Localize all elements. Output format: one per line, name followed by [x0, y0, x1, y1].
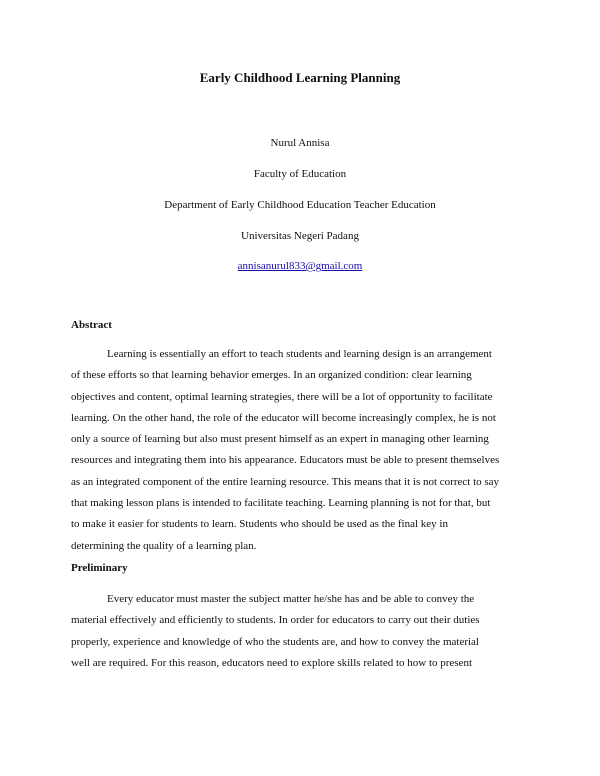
- preliminary-heading: Preliminary: [71, 562, 128, 574]
- abstract-line: of these efforts so that learning behavior emerges. In an organized condition: clear learning: [71, 369, 472, 382]
- abstract-line: determining the quality of a learning plan.: [71, 539, 257, 552]
- author-email-link[interactable]: annisanurul833@gmail.com: [237, 260, 363, 272]
- paper-title: Early Childhood Learning Planning: [199, 70, 401, 85]
- preliminary-line: properly, experience and knowledge of who the students are, and how to convey the material: [71, 635, 479, 648]
- author-email-line: [0, 260, 600, 272]
- abstract-line: resources and integrating them into his appearance. Educators must be able to present themselves: [71, 454, 500, 467]
- abstract-line: objectives and content, optimal learning strategies, there will be a lot of opportunity to facilitate: [71, 390, 493, 403]
- abstract-line: to make it easier for students to learn. Students who should be used as the final key in: [71, 518, 448, 531]
- abstract-line: learning. On the other hand, the role of the educator will become increasingly complex, he is not: [71, 411, 496, 424]
- abstract-line: that making lesson plans is intended to facilitate teaching. Learning planning is not for that, but: [71, 497, 491, 510]
- preliminary-line: material effectively and efficiently to students. In order for educators to carry out their duties: [71, 614, 480, 627]
- abstract-line: as an integrated component of the entire learning resource. This means that it is not correct to say: [71, 475, 500, 488]
- author-university: Universitas Negeri Padang: [241, 230, 359, 242]
- abstract-heading: Abstract: [71, 319, 112, 331]
- abstract-line: Learning is essentially an effort to teach students and learning design is an arrangement: [107, 348, 492, 360]
- author-name: Nurul Annisa: [270, 137, 330, 149]
- preliminary-line: Every educator must master the subject matter he/she has and be able to convey the: [107, 593, 475, 605]
- author-faculty: Faculty of Education: [253, 168, 347, 180]
- abstract-line: only a source of learning but also must present himself as an expert in managing other learning: [71, 433, 489, 446]
- abstract-body: [71, 344, 533, 557]
- author-department: Department of Early Childhood Education Teacher Education: [164, 199, 436, 211]
- preliminary-body: [71, 589, 533, 674]
- preliminary-line: well are required. For this reason, educators need to explore skills related to how to present: [71, 656, 473, 669]
